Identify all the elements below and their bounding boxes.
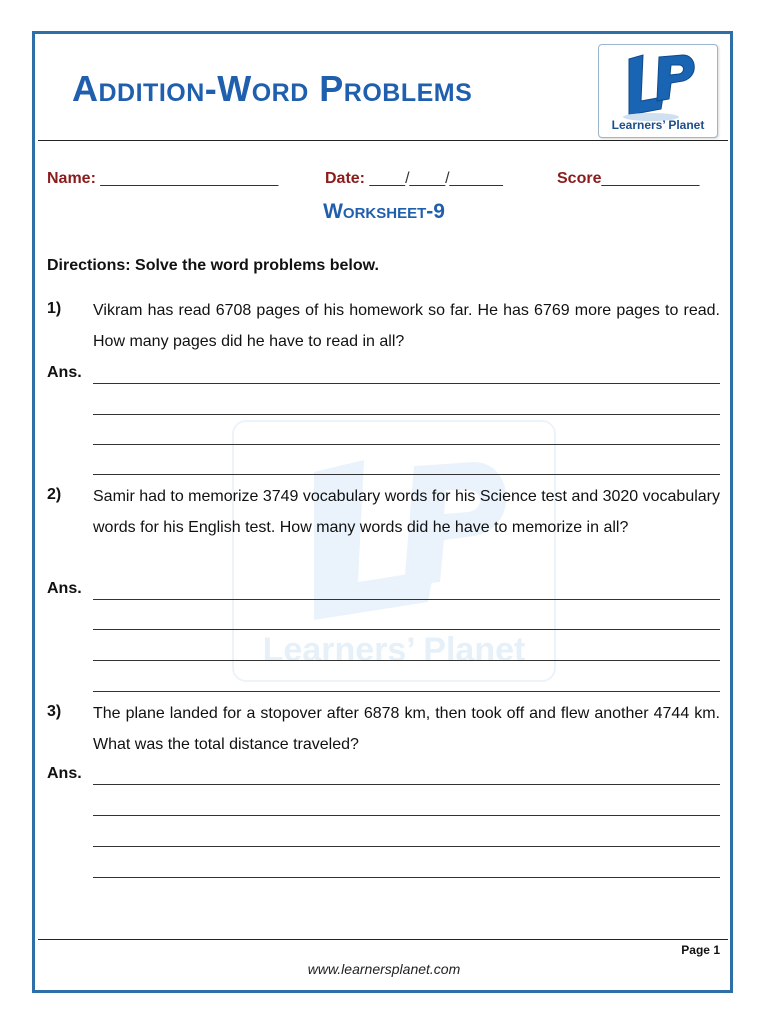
answer-line[interactable] — [93, 815, 720, 816]
name-field — [47, 170, 278, 188]
question-3-number: 3) — [47, 703, 62, 720]
answer-line[interactable] — [93, 629, 720, 630]
header-divider — [38, 140, 728, 141]
answer-line[interactable] — [93, 383, 720, 384]
question-3-text: The plane landed for a stopover after 6878 km, then took off and flew another 4744 km. What was the total distance traveled? — [93, 705, 720, 753]
question-2-text: Samir had to memorize 3749 vocabulary words for his Science test and 3020 vocabulary words for his English test. How many words did he have to memorize in all? — [93, 488, 720, 536]
answer-line[interactable] — [93, 474, 720, 475]
name-blank: ____________________ — [100, 170, 279, 187]
question-2-answer-label: Ans. — [47, 580, 82, 597]
directions-text: Directions: Solve the word problems below. — [47, 257, 379, 274]
question-3-answer-label: Ans. — [47, 765, 82, 782]
question-2-number: 2) — [47, 486, 62, 503]
score-blank: ___________ — [601, 170, 700, 187]
answer-line[interactable] — [93, 691, 720, 692]
question-1-answer-label: Ans. — [47, 364, 82, 381]
footer-divider — [38, 939, 728, 940]
worksheet-subtitle: Worksheet-9 — [323, 200, 445, 223]
score-field — [557, 170, 699, 188]
footer-url[interactable]: www.learnersplanet.com — [307, 961, 461, 977]
answer-line[interactable] — [93, 599, 720, 600]
name-label: Name: — [47, 170, 96, 187]
watermark — [232, 420, 556, 682]
answer-line[interactable] — [93, 444, 720, 445]
page-number: Page 1 — [681, 943, 720, 957]
answer-line[interactable] — [93, 846, 720, 847]
question-1-text: Vikram has read 6708 pages of his homework so far. He has 6769 more pages to read. How many pages did he have to read in all? — [93, 302, 720, 350]
answer-line[interactable] — [93, 414, 720, 415]
watermark-text: Learners’ Planet — [262, 631, 526, 669]
worksheet-title: Addition-Word Problems — [72, 68, 473, 109]
learners-planet-logo — [598, 44, 718, 138]
score-label: Score — [557, 170, 602, 187]
logo-caption: Learners’ Planet — [611, 118, 705, 132]
date-blank: ____/____/______ — [369, 170, 503, 187]
date-label: Date: — [325, 170, 366, 187]
answer-line[interactable] — [93, 660, 720, 661]
question-1-number: 1) — [47, 300, 62, 317]
answer-line[interactable] — [93, 877, 720, 878]
date-field — [325, 170, 503, 188]
answer-line[interactable] — [93, 784, 720, 785]
